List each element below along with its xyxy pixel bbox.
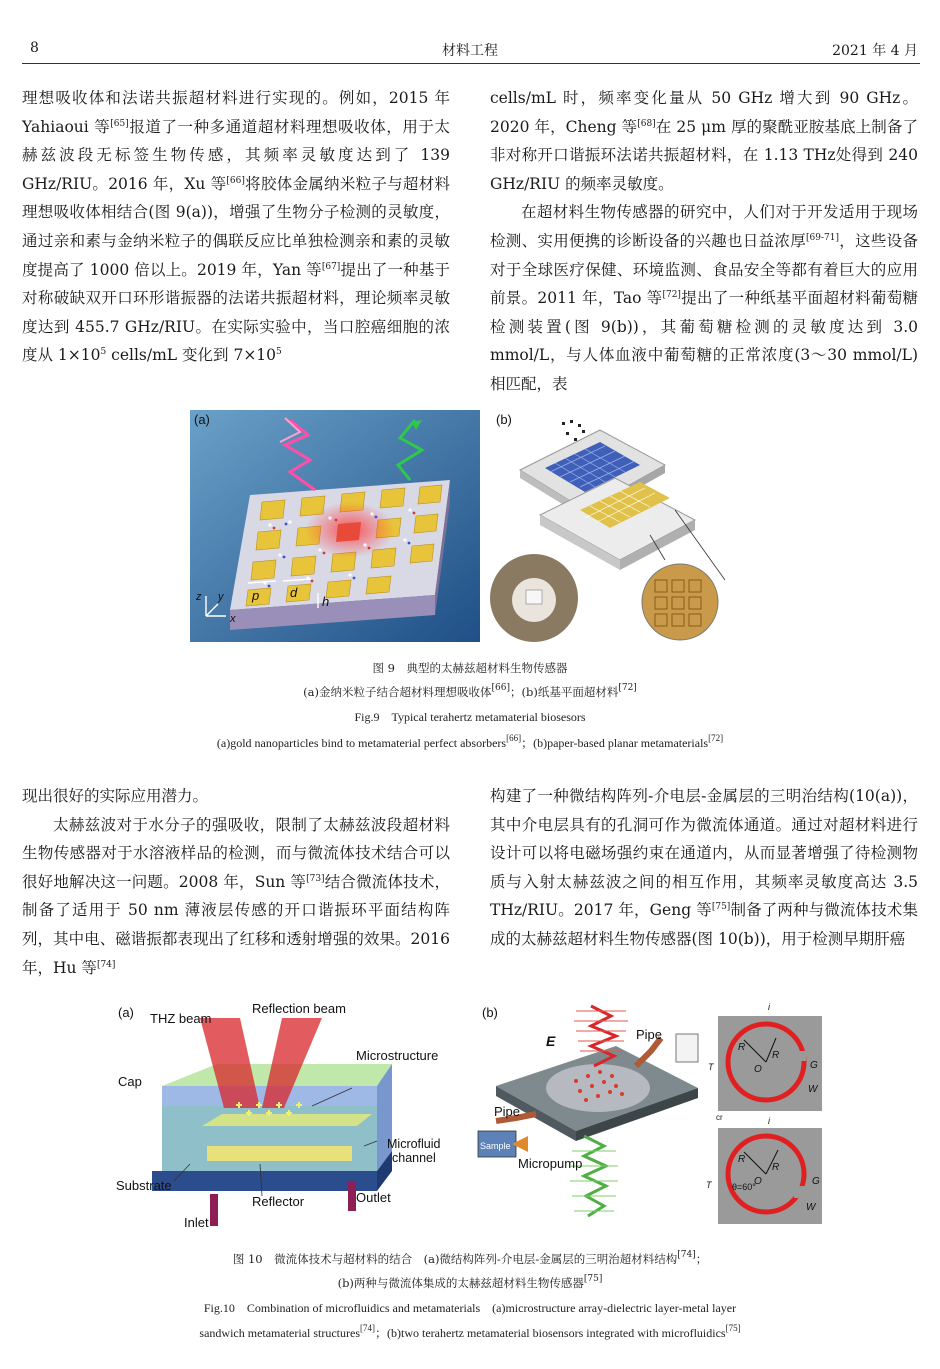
figure-10-caption-cn-line2 [0, 1275, 940, 1291]
label-pipe-top: Pipe [636, 1027, 663, 1042]
axis-x: x [230, 613, 236, 625]
label-substrate: Substrate [116, 1178, 172, 1193]
text-span: 报道了一种多通道超材料理想吸收体，用于太赫兹波段无标签生物传感，其频率灵敏度达到了 139 GHz/RIU。2016 年，Xu 等 [22, 117, 450, 193]
text-span: cells/mL 时，频率变化量从 50 GHz 增大到 90 GHz。2020 年，Cheng 等 [490, 89, 918, 136]
label-r-bottom: R [738, 1154, 746, 1165]
exponent: 5 [276, 347, 282, 358]
paragraph-4: 现出很好的实际应用潜力。 [22, 787, 209, 805]
label-outlet: Outlet [356, 1190, 391, 1205]
citation-65: [65] [110, 118, 129, 129]
figure-9a-illustration [190, 410, 480, 642]
citation-68: [68] [637, 118, 656, 129]
text-column-right-top [490, 84, 918, 399]
label-reflector: Reflector [252, 1194, 305, 1209]
label-sample: Sample [480, 1141, 511, 1151]
text-span: 结合微流体技术，制备了适用于 50 nm 薄液层传感的开口谐振环平面结构阵列，其中电、磁谐振都表现出了红移和透射增强的效果。2016 年，Hu 等 [22, 872, 450, 977]
citation: [66] [491, 683, 510, 693]
text-span: 将胶体金属纳米粒子与超材料理想吸收体相结合(图 9(a))，增强了生物分子检测的灵敏度，通过亲和素与金纳米粒子的偶联反应比单独检测亲和素的灵敏度提高了 1000 倍以上。2019 年，Yan 等 [22, 174, 450, 279]
citation-69-71: [69-71] [806, 232, 839, 243]
figure-9b [490, 410, 750, 642]
figure-10a-illustration [112, 996, 457, 1232]
axis-z: z [196, 591, 202, 603]
text-span: 理想吸收体和法诺共振超材料进行实现的。例如，2015 年 Yahiaoui 等 [22, 89, 450, 136]
figure-9-caption-en-title: Fig.9 Typical terahertz metamaterial biosesors [354, 710, 586, 724]
label-i-bottom: i [768, 1116, 770, 1126]
issue-date: 2021 年 4 月 [832, 43, 918, 59]
citation: [72] [708, 733, 724, 743]
label-o-top: O [754, 1064, 762, 1075]
label-o-bottom: O [754, 1176, 762, 1187]
figure-10-caption-cn-line1 [0, 1251, 940, 1267]
label-micropump: Micropump [518, 1156, 583, 1171]
text-span: ； [695, 1252, 708, 1266]
figure-9a [190, 410, 480, 642]
figure-9-caption-cn-sub [0, 684, 940, 700]
label-d: d [290, 585, 298, 600]
figure-10b [476, 996, 828, 1232]
paragraph-3 [490, 198, 918, 398]
text-span: 提出了一种纸基平面超材料葡萄糖检测装置(图 9(b))，其葡萄糖检测的灵敏度达到 3.0 mmol/L，与人体血液中葡萄糖的正常浓度(3～30 mmol/L)相匹配，表 [490, 289, 918, 393]
label-t-bottom: T [706, 1180, 712, 1190]
text-column-left-top [22, 84, 450, 370]
text-column-right-middle [490, 782, 918, 954]
journal-title: 材料工程 [442, 43, 498, 59]
label-thz-beam: THZ beam [150, 1011, 212, 1026]
figure-10-caption-en-line1: Fig.10 Combination of microfluidics and metamaterials (a)microstructure array-dielectric layer-metal layer [203, 1301, 737, 1315]
label-cap: Cap [118, 1074, 142, 1089]
label-reflection-beam: Reflection beam [252, 1001, 346, 1016]
exponent: 5 [100, 347, 107, 358]
label-r2-bottom: R [772, 1162, 780, 1173]
text-span: (a)金纳米粒子结合超材料理想吸收体 [303, 685, 492, 699]
text-span: (b)两种与微流体集成的太赫兹超材料生物传感器 [337, 1276, 584, 1290]
text-span: 构建了一种微结构阵列-介电层-金属层的三明治结构(10(a))，其中介电层具有的孔洞可作为微流体通道。通过对超材料进行设计可以将电磁场强约束在通道内，从而显著增强了待检测物质与入射太赫兹波之间的相互作用，其频率灵敏度高达 3.5 THz/RIU。2017 年，Geng 等 [490, 787, 918, 920]
label-g-bottom: G [812, 1176, 820, 1187]
label-channel: channel [392, 1151, 436, 1165]
figure-10a [112, 996, 457, 1232]
label-w-top: W [808, 1084, 818, 1095]
text-span: 在超材料生物传感器的研究中，人们对于开发适用于现场检测、实用便携的诊断设备的兴趣也日益浓厚 [490, 203, 918, 250]
citation: [75] [583, 1274, 603, 1284]
citation-74: [74] [96, 959, 116, 970]
text-span: 太赫兹波对于水分子的强吸收，限制了太赫兹波段超材料生物传感器对于水溶液样品的检测，而与微流体技术结合可以很好地解决这一问题。2008 年，Sun 等 [22, 815, 450, 891]
text-span: ；(b)two terahertz metamaterial biosensors integrated with microfluidics [375, 1326, 726, 1340]
figure-9b-illustration [490, 410, 750, 642]
header-rule [22, 63, 920, 64]
text-span: (a)gold nanoparticles bind to metamaterial perfect absorbers [216, 736, 507, 750]
text-span: 制备了两种与微流体技术集成的太赫兹超材料生物传感器(图 10(b))，用于检测早期肝癌 [490, 901, 918, 948]
citation: [72] [618, 683, 637, 693]
paragraph-1 [22, 84, 450, 370]
label-r1-top: R [772, 1050, 780, 1061]
figure-10a-label: (a) [118, 1005, 134, 1020]
citation-66: [66] [226, 175, 245, 186]
text-span: ，这些设备对于全球医疗保健、环境监测、食品安全等都有着巨大的应用前景。2011 年，Tao 等 [490, 231, 918, 308]
figure-9a-label: (a) [194, 412, 210, 427]
text-span: sandwich metamaterial structures [199, 1326, 361, 1340]
citation-67: [67] [321, 261, 341, 272]
label-e-field: E [546, 1033, 556, 1049]
label-theta: θ=60° [732, 1182, 756, 1192]
text-span: ；(b)paper-based planar metamaterials [521, 736, 709, 750]
figure-10-caption-en-line2 [0, 1324, 940, 1341]
figure-9-caption-cn-title: 图 9 典型的太赫兹超材料生物传感器 [372, 661, 568, 675]
citation-75: [75] [711, 902, 731, 913]
label-r-top: R [738, 1042, 746, 1053]
text-span: ；(b)纸基平面超材料 [509, 685, 619, 699]
figure-10b-label: (b) [482, 1005, 498, 1020]
label-microfluid: Microfluid [387, 1137, 441, 1151]
page-number: 8 [30, 40, 39, 56]
citation: [74] [677, 1250, 696, 1260]
citation: [75] [725, 1323, 741, 1333]
label-microstructure: Microstructure [356, 1048, 439, 1063]
citation: [66] [506, 733, 522, 743]
text-span: 提出了一种基于对称破缺双开口环形谐振器的法诺共振超材料，理论频率灵敏度达到 455.7 GHz/RIU。在实际实验中，当口腔癌细胞的浓度从 1×10 [22, 260, 450, 365]
label-i-top: i [768, 1002, 770, 1012]
axis-y: y [218, 591, 224, 603]
paragraph-6 [490, 782, 918, 954]
label-g-top: G [810, 1060, 818, 1071]
citation-72: [72] [662, 290, 681, 301]
citation: [74] [360, 1323, 376, 1333]
citation-73: [73] [306, 873, 325, 884]
figure-9b-label: (b) [496, 412, 512, 427]
text-column-left-middle [22, 782, 450, 982]
figure-9-caption-en-sub [0, 734, 940, 751]
label-h: h [322, 594, 330, 609]
label-t-top: T [708, 1062, 714, 1072]
paragraph-5 [22, 811, 450, 983]
text-span: 图 10 微流体技术与超材料的结合 (a)微结构阵列-介电层-金属层的三明治超材料结构 [232, 1252, 678, 1266]
label-pipe-left: Pipe [494, 1104, 521, 1119]
label-p: p [252, 588, 260, 603]
label-w-bottom: W [806, 1202, 816, 1213]
figure-10b-illustration [476, 996, 828, 1232]
label-cr: cr [716, 1113, 723, 1122]
text-span: cells/mL 变化到 7×10 [106, 346, 277, 365]
text-span: 在 25 μm 厚的聚酰亚胺基底上制备了非对称开口谐振环法诺共振超材料，在 1.13 THz处得到 240 GHz/RIU 的频率灵敏度。 [490, 117, 918, 193]
label-inlet: Inlet [184, 1215, 209, 1230]
paragraph-2 [490, 84, 918, 198]
